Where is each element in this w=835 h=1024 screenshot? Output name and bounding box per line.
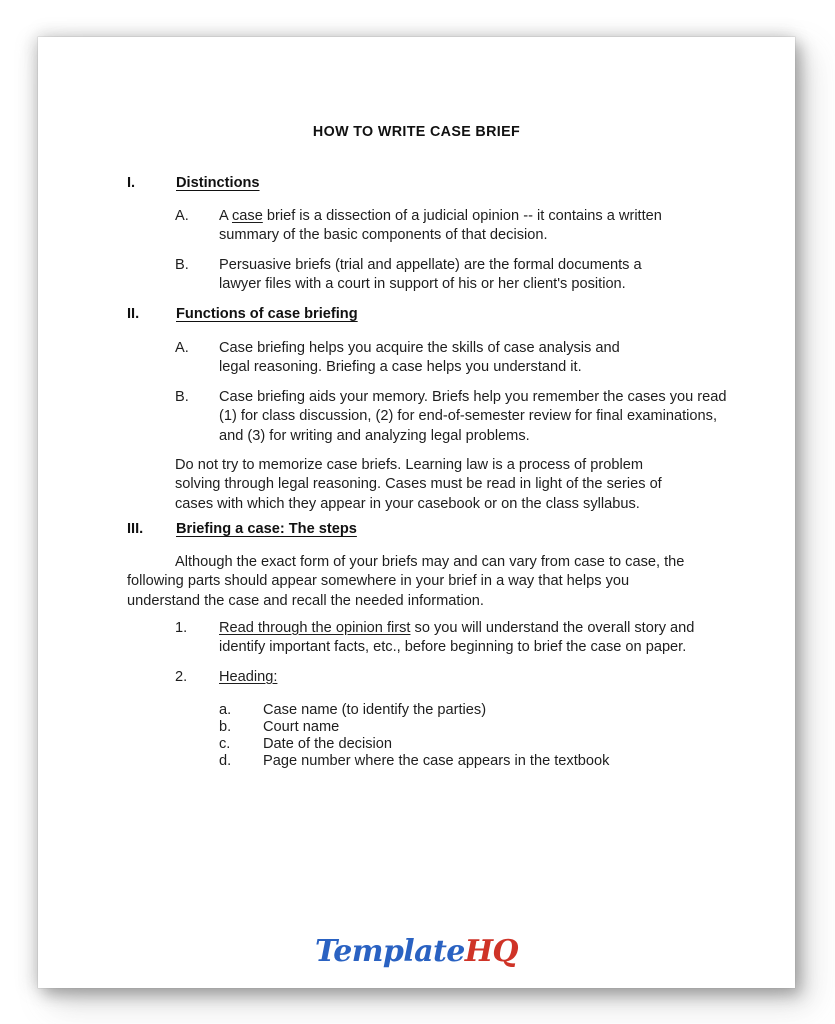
list-marker-i-a: A. xyxy=(175,208,189,224)
list-item-i-a: A case brief is a dissection of a judicial opinion -- it contains a written summary of the basic components of that decision. xyxy=(219,208,662,244)
document-body xyxy=(38,37,795,988)
list-item-ii-b-line2: read (1) for class discussion, (2) for end-of-semester review for final xyxy=(219,389,727,425)
list-item-iii-1 xyxy=(219,619,743,658)
templatehq-logo xyxy=(38,934,795,969)
sub-list-marker-b: b. xyxy=(219,719,232,735)
emphasis-heading-label: Heading: xyxy=(219,669,278,685)
section-numeral-ii: II. xyxy=(127,306,140,322)
emphasis-case-word: case xyxy=(231,208,263,224)
list-item-i-b-line2: lawyer files with a court in support of his or her client's position. xyxy=(219,276,626,293)
paragraph-memorize: Do not try to memorize case briefs. Learning law is a process of problem solving through legal reasoning. Cases must be read in light of the series of cases with which they appear in your casebook or on the class syllabus. xyxy=(175,457,662,512)
list-marker-ii-b: B. xyxy=(175,389,189,405)
emphasis-read-opinion: Read through the opinion first xyxy=(219,620,411,636)
sub-list-item-c: Date of the decision xyxy=(263,736,392,752)
list-item-i-b-line1: Persuasive briefs (trial and appellate) are the formal documents a xyxy=(219,257,642,273)
logo-text-template: Template xyxy=(315,934,465,969)
section-heading-briefing-steps: Briefing a case: The steps xyxy=(176,521,357,537)
list-item-ii-a-line1: Case briefing helps you acquire the skills of case analysis and xyxy=(219,340,620,356)
list-marker-iii-1: 1. xyxy=(175,620,188,636)
list-item-ii-b-line1: Case briefing aids your memory. Briefs help you remember the cases you xyxy=(219,389,694,405)
paragraph-although: Although the exact form of your briefs may and can vary from case to case, the following parts should appear somewhere in your brief in a way that helps you understand the case and recall the needed information. xyxy=(127,554,685,609)
list-item-ii-b xyxy=(219,388,740,446)
list-item-iii-1-line2: identify important facts, etc., before beginning to brief the case on paper. xyxy=(219,639,687,656)
document-page xyxy=(38,37,795,988)
sub-list-marker-c: c. xyxy=(219,736,231,752)
list-marker-i-b: B. xyxy=(175,257,189,273)
list-item-i-a-rest: brief is a dissection of a judicial opinion -- it contains a written summary of the basic components of that decision. xyxy=(219,208,662,244)
section-heading-distinctions: Distinctions xyxy=(176,175,260,191)
sub-list-item-d: Page number where the case appears in the textbook xyxy=(263,753,610,769)
logo-text-hq: HQ xyxy=(464,934,518,969)
list-item-ii-a xyxy=(219,339,649,378)
list-marker-ii-a: A. xyxy=(175,340,189,356)
section-heading-functions: Functions of case briefing xyxy=(176,306,358,322)
sub-list-marker-d: d. xyxy=(219,753,232,769)
section-numeral-i: I. xyxy=(127,175,136,191)
list-item-iii-2 xyxy=(219,668,519,687)
list-item-ii-a-line2: legal reasoning. Briefing a case helps you understand it. xyxy=(219,359,582,376)
sub-list-item-b: Court name xyxy=(263,719,340,735)
page-title: HOW TO WRITE CASE BRIEF xyxy=(312,124,521,140)
list-marker-iii-2: 2. xyxy=(175,669,188,685)
list-item-ii-b-line3: examinations, and (3) for writing and analyzing legal problems. xyxy=(219,408,718,444)
sub-list-marker-a: a. xyxy=(219,702,232,718)
list-item-i-b xyxy=(219,256,659,295)
sub-list-item-a: Case name (to identify the parties) xyxy=(263,702,487,718)
section-numeral-iii: III. xyxy=(127,521,144,537)
list-item-iii-1-rest: so you will understand the overall story and xyxy=(410,620,695,636)
